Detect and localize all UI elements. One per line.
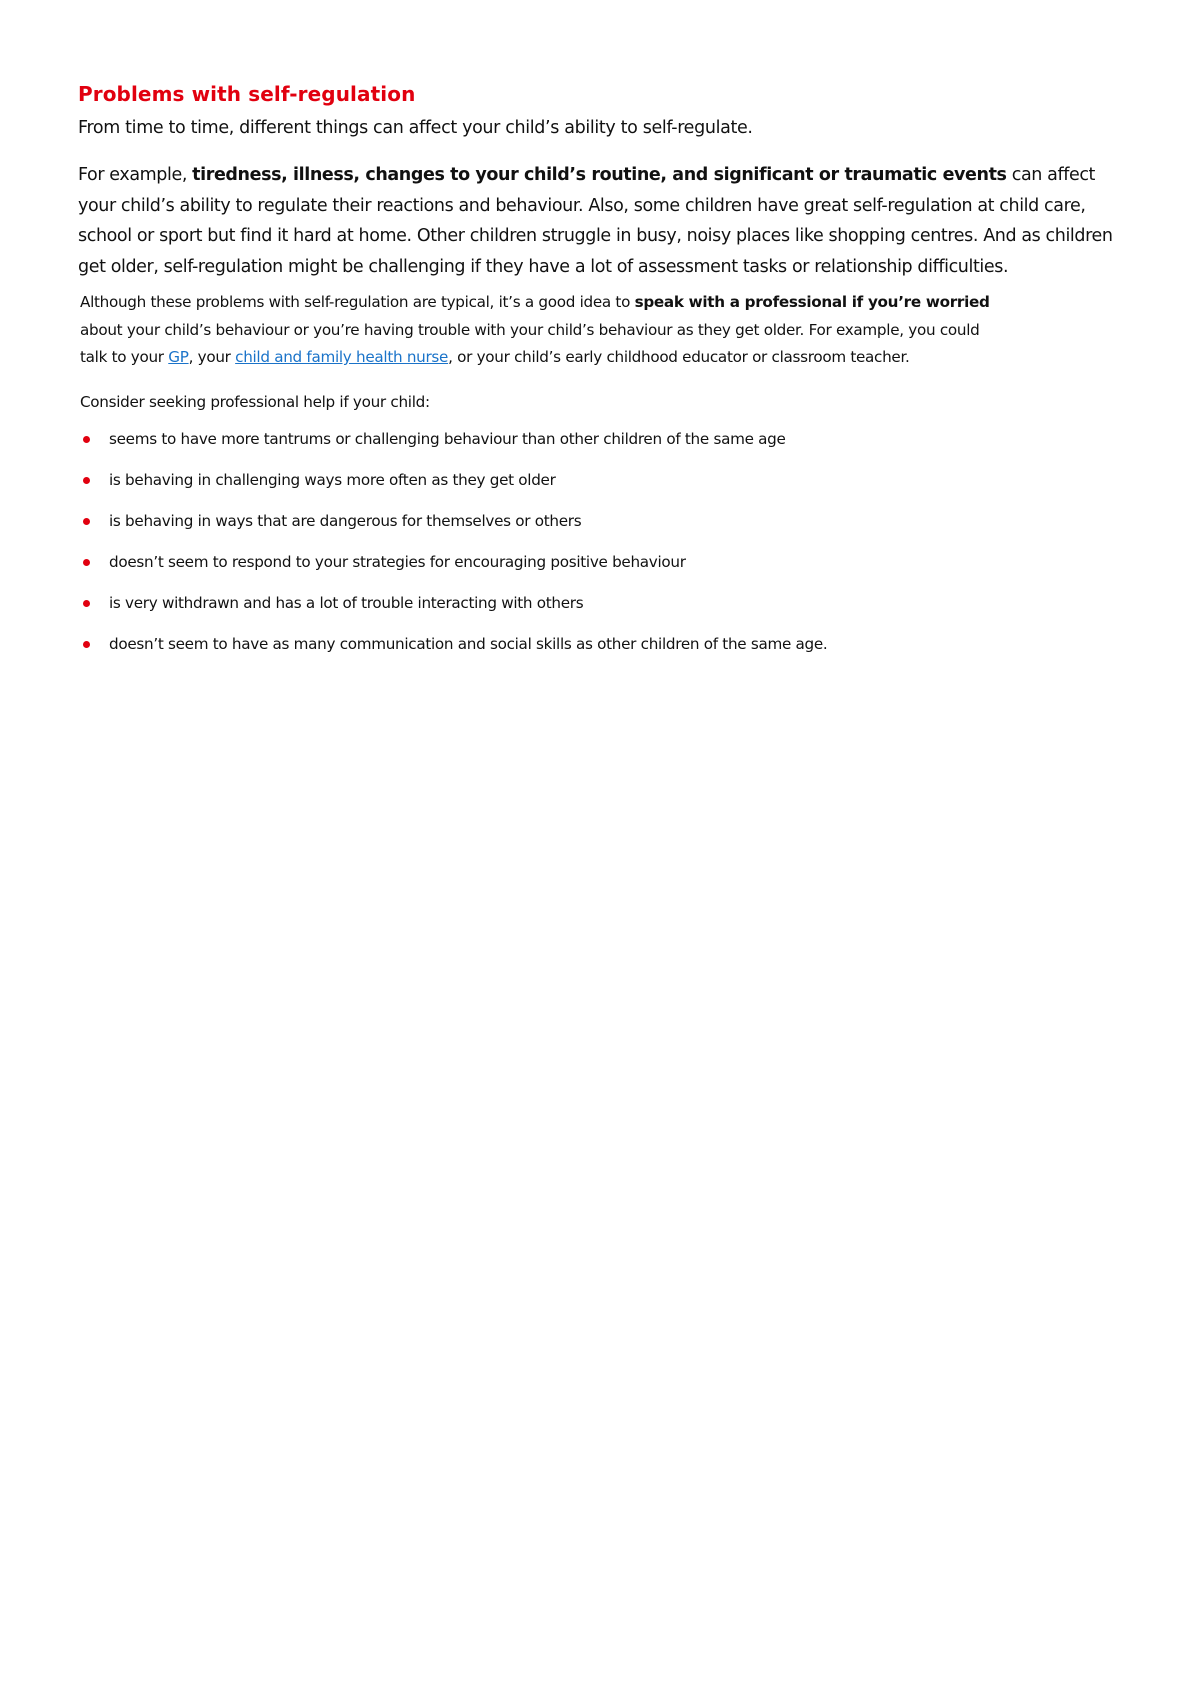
list-item-text: is behaving in challenging ways more often as they get older (109, 471, 556, 489)
professional-lead: Although these problems with self-regulation are typical, it’s a good idea to (80, 293, 635, 311)
bullet-dot-icon (83, 641, 90, 648)
list-item (80, 469, 1118, 491)
health-nurse-link[interactable]: child and family health nurse (235, 348, 449, 366)
list-item (80, 633, 1118, 655)
example-bold-text: tiredness, illness, changes to your child’s routine, and significant or traumatic events (192, 165, 1007, 185)
example-paragraph (78, 160, 1118, 282)
professional-bold-text: speak with a professional if you’re worried (634, 293, 990, 311)
intro-paragraph: From time to time, different things can affect your child’s ability to self-regulate. (78, 118, 753, 138)
list-item-text: is behaving in ways that are dangerous for themselves or others (109, 512, 582, 530)
bullet-dot-icon (83, 477, 90, 484)
list-item (80, 592, 1118, 614)
professional-between-links: , your (188, 348, 236, 366)
example-lead: For example, (78, 165, 193, 185)
gp-link[interactable]: GP (168, 348, 189, 366)
professional-tail: , or your child’s early childhood educator or classroom teacher. (448, 348, 910, 366)
bullet-dot-icon (83, 436, 90, 443)
list-item-text: seems to have more tantrums or challenging behaviour than other children of the same age (109, 430, 786, 448)
professional-paragraph (80, 289, 1010, 372)
bullet-dot-icon (83, 559, 90, 566)
list-item-text: is very withdrawn and has a lot of trouble interacting with others (109, 594, 584, 612)
section-heading: Problems with self-regulation (78, 82, 416, 106)
example-rest: can affect your child’s ability to regulate their reactions and behaviour. Also, some children have great self-regulation at child care, school or sport but find it hard at home. Other children struggle in busy, noisy places like shopping centres. And as children get older, self-regulation might be challenging if they have a lot of assessment tasks or relationship difficulties. (78, 165, 1113, 277)
list-item (80, 551, 1118, 573)
bullet-dot-icon (83, 600, 90, 607)
bullet-dot-icon (83, 518, 90, 525)
professional-middle: about your child’s behaviour or you’re having trouble with your child’s behaviour as they get older. For example, you could talk to your (80, 320, 980, 366)
list-item-text: doesn’t seem to have as many communication and social skills as other children of the same age. (109, 635, 828, 653)
consider-paragraph: Consider seeking professional help if your child: (80, 392, 430, 411)
list-item (80, 510, 1118, 532)
warning-signs-list (80, 428, 1118, 655)
document-page (78, 80, 1118, 674)
list-item (80, 428, 1118, 450)
list-item-text: doesn’t seem to respond to your strategies for encouraging positive behaviour (109, 553, 686, 571)
